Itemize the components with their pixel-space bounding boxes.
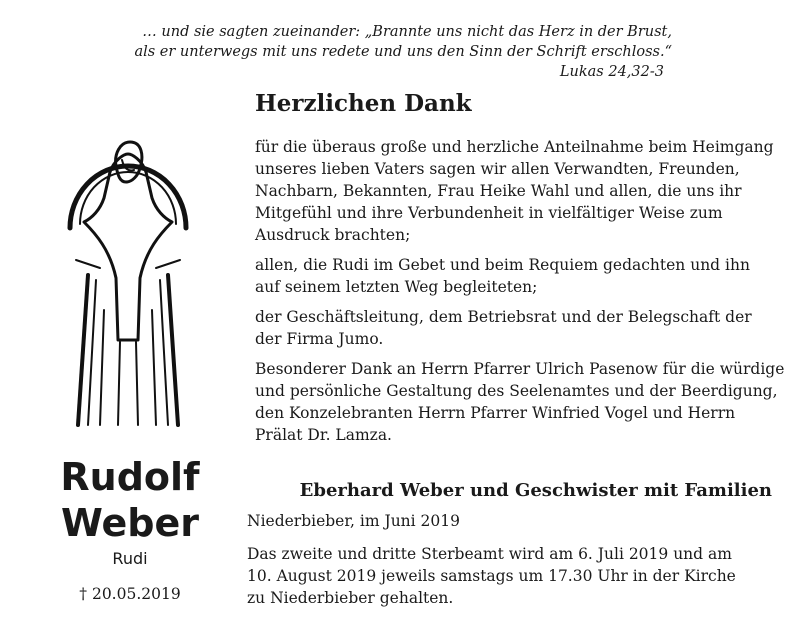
- quote-line-1: … und sie sagten zueinander: „Brannte uns nicht das Herz in der Brust,: [142, 24, 672, 40]
- text-line: allen, die Rudi im Gebet und beim Requiem gedachten und ihn: [255, 256, 750, 274]
- bible-quote: [0, 22, 672, 82]
- family-signature: Eberhard Weber und Geschwister mit Familien: [299, 480, 772, 501]
- risen-christ-icon: [48, 110, 208, 430]
- text-line: der Geschäftsleitung, dem Betriebsrat und der Belegschaft der: [255, 308, 752, 326]
- text-line: für die überaus große und herzliche Anteilnahme beim Heimgang: [255, 138, 774, 156]
- deceased-last-name: Weber: [60, 501, 200, 545]
- text-line: Mitgefühl und ihre Verbundenheit in vielfältiger Weise zum: [255, 204, 723, 222]
- thanks-text: [255, 136, 785, 454]
- text-line: 10. August 2019 jeweils samstags um 17.30 Uhr in der Kirche: [247, 567, 736, 585]
- quote-line-2: als er unterwegs mit uns redete und uns den Sinn der Schrift erschloss.“: [134, 44, 672, 60]
- text-line: der Firma Jumo.: [255, 330, 384, 348]
- deceased-first-name: Rudolf: [60, 455, 200, 499]
- paragraph-1: [255, 136, 785, 246]
- death-date: † 20.05.2019: [79, 585, 181, 603]
- paragraph-3: [255, 306, 785, 350]
- text-line: auf seinem letzten Weg begleiteten;: [255, 278, 538, 296]
- text-line: zu Niederbieber gehalten.: [247, 589, 454, 607]
- text-line: Besonderer Dank an Herrn Pfarrer Ulrich Pasenow für die würdige: [255, 360, 785, 378]
- paragraph-2: [255, 254, 785, 298]
- paragraph-4: [255, 358, 785, 446]
- quote-source: Lukas 24,32-3: [559, 64, 664, 80]
- page-title: Herzlichen Dank: [255, 90, 472, 117]
- place-date: Niederbieber, im Juni 2019: [247, 512, 460, 530]
- text-line: Ausdruck brachten;: [255, 226, 411, 244]
- deceased-nickname: Rudi: [112, 549, 148, 568]
- text-line: Nachbarn, Bekannten, Frau Heike Wahl und allen, die uns ihr: [255, 182, 742, 200]
- text-line: und persönliche Gestaltung des Seelenamtes und der Beerdigung,: [255, 382, 778, 400]
- text-line: den Konzelebranten Herrn Pfarrer Winfried Vogel und Herrn: [255, 404, 736, 422]
- requiem-info: [247, 543, 736, 609]
- text-line: unseres lieben Vaters sagen wir allen Verwandten, Freunden,: [255, 160, 740, 178]
- text-line: Das zweite und dritte Sterbeamt wird am 6. Juli 2019 und am: [247, 545, 732, 563]
- text-line: Prälat Dr. Lamza.: [255, 426, 392, 444]
